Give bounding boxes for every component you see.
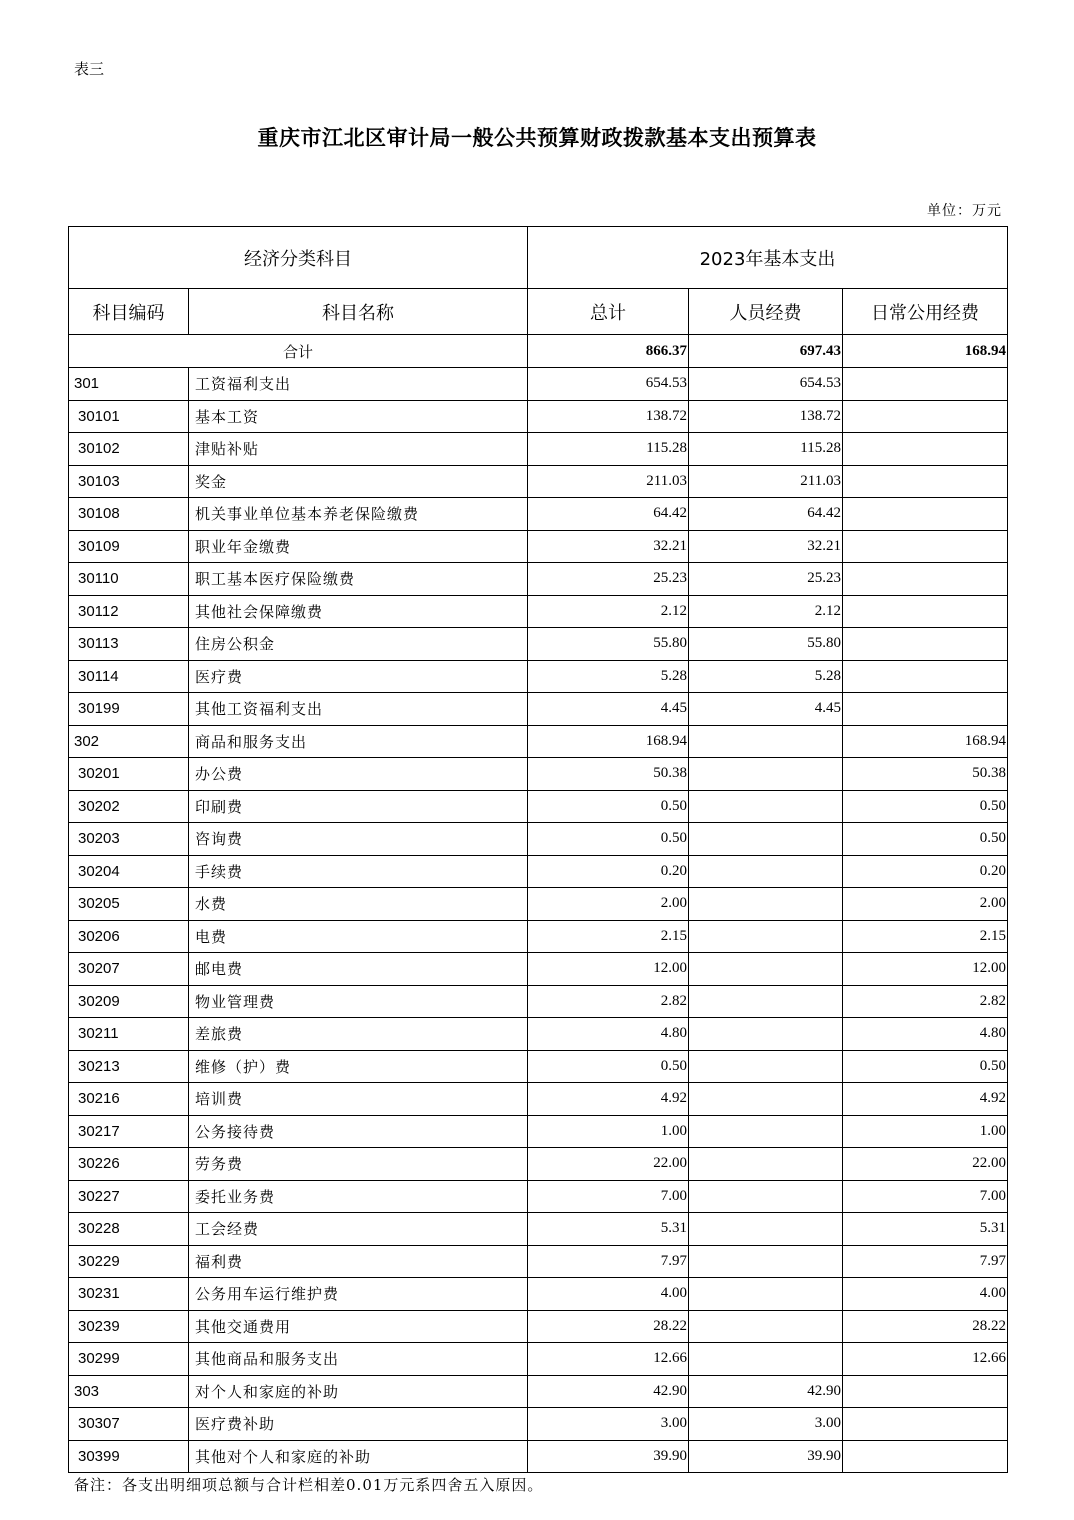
unit-label: 单位：万元 bbox=[927, 203, 1002, 219]
budget-table bbox=[68, 226, 1008, 1473]
row-code: 30108 bbox=[69, 498, 189, 531]
row-name: 培训费 bbox=[189, 1083, 528, 1116]
table-row bbox=[69, 433, 1008, 466]
row-total: 42.90 bbox=[528, 1375, 689, 1408]
row-daily-public: 12.66 bbox=[843, 1343, 1008, 1376]
row-name: 工会经费 bbox=[189, 1213, 528, 1246]
row-personnel: 42.90 bbox=[689, 1375, 843, 1408]
row-personnel: 64.42 bbox=[689, 498, 843, 531]
row-daily-public: 4.92 bbox=[843, 1083, 1008, 1116]
table-row bbox=[69, 400, 1008, 433]
row-code: 30299 bbox=[69, 1343, 189, 1376]
row-name: 工资福利支出 bbox=[189, 368, 528, 401]
table-row bbox=[69, 725, 1008, 758]
table-row bbox=[69, 790, 1008, 823]
row-personnel bbox=[689, 920, 843, 953]
row-total: 39.90 bbox=[528, 1440, 689, 1473]
header-economic-category: 经济分类科目 bbox=[69, 227, 528, 289]
row-personnel: 32.21 bbox=[689, 530, 843, 563]
row-name: 维修（护）费 bbox=[189, 1050, 528, 1083]
row-total: 12.00 bbox=[528, 953, 689, 986]
row-code: 30213 bbox=[69, 1050, 189, 1083]
row-code: 30209 bbox=[69, 985, 189, 1018]
header-basic-expenditure: 2023年基本支出 bbox=[528, 227, 1008, 289]
row-personnel bbox=[689, 1245, 843, 1278]
row-personnel bbox=[689, 1343, 843, 1376]
row-code: 30216 bbox=[69, 1083, 189, 1116]
row-name: 印刷费 bbox=[189, 790, 528, 823]
row-code: 30239 bbox=[69, 1310, 189, 1343]
row-code: 30207 bbox=[69, 953, 189, 986]
table-row bbox=[69, 985, 1008, 1018]
row-personnel bbox=[689, 1115, 843, 1148]
table-row bbox=[69, 563, 1008, 596]
table-row bbox=[69, 1180, 1008, 1213]
row-total: 7.00 bbox=[528, 1180, 689, 1213]
row-daily-public bbox=[843, 368, 1008, 401]
row-code: 30307 bbox=[69, 1408, 189, 1441]
row-total: 50.38 bbox=[528, 758, 689, 791]
row-code: 30114 bbox=[69, 660, 189, 693]
table-row bbox=[69, 920, 1008, 953]
table-row bbox=[69, 1343, 1008, 1376]
row-code: 30227 bbox=[69, 1180, 189, 1213]
row-code: 30109 bbox=[69, 530, 189, 563]
row-total: 654.53 bbox=[528, 368, 689, 401]
row-daily-public bbox=[843, 628, 1008, 661]
row-total: 168.94 bbox=[528, 725, 689, 758]
row-total: 32.21 bbox=[528, 530, 689, 563]
table-row bbox=[69, 1310, 1008, 1343]
row-total: 4.45 bbox=[528, 693, 689, 726]
row-total: 3.00 bbox=[528, 1408, 689, 1441]
row-daily-public bbox=[843, 530, 1008, 563]
row-total: 2.15 bbox=[528, 920, 689, 953]
table-row bbox=[69, 953, 1008, 986]
row-name: 咨询费 bbox=[189, 823, 528, 856]
row-name: 公务接待费 bbox=[189, 1115, 528, 1148]
row-name: 差旅费 bbox=[189, 1018, 528, 1051]
row-code: 30102 bbox=[69, 433, 189, 466]
table-row bbox=[69, 1018, 1008, 1051]
row-name: 奖金 bbox=[189, 465, 528, 498]
row-total: 138.72 bbox=[528, 400, 689, 433]
row-daily-public: 5.31 bbox=[843, 1213, 1008, 1246]
row-total: 0.50 bbox=[528, 823, 689, 856]
row-personnel bbox=[689, 888, 843, 921]
row-total: 7.97 bbox=[528, 1245, 689, 1278]
table-row bbox=[69, 823, 1008, 856]
row-daily-public: 1.00 bbox=[843, 1115, 1008, 1148]
row-total: 55.80 bbox=[528, 628, 689, 661]
row-personnel: 39.90 bbox=[689, 1440, 843, 1473]
row-total: 4.80 bbox=[528, 1018, 689, 1051]
row-name: 商品和服务支出 bbox=[189, 725, 528, 758]
row-personnel: 138.72 bbox=[689, 400, 843, 433]
table-row bbox=[69, 758, 1008, 791]
table-row bbox=[69, 368, 1008, 401]
row-daily-public: 4.00 bbox=[843, 1278, 1008, 1311]
row-code: 303 bbox=[69, 1375, 189, 1408]
row-daily-public: 50.38 bbox=[843, 758, 1008, 791]
header-total: 总计 bbox=[528, 289, 689, 335]
header-personnel: 人员经费 bbox=[689, 289, 843, 335]
row-name: 物业管理费 bbox=[189, 985, 528, 1018]
row-personnel bbox=[689, 1310, 843, 1343]
row-personnel: 2.12 bbox=[689, 595, 843, 628]
row-personnel bbox=[689, 985, 843, 1018]
row-daily-public bbox=[843, 465, 1008, 498]
row-code: 30110 bbox=[69, 563, 189, 596]
row-code: 30228 bbox=[69, 1213, 189, 1246]
row-personnel: 4.45 bbox=[689, 693, 843, 726]
row-code: 30203 bbox=[69, 823, 189, 856]
table-row bbox=[69, 1050, 1008, 1083]
table-row bbox=[69, 693, 1008, 726]
row-name: 医疗费补助 bbox=[189, 1408, 528, 1441]
table-row bbox=[69, 1115, 1008, 1148]
table-row bbox=[69, 888, 1008, 921]
table-row bbox=[69, 1278, 1008, 1311]
total-personnel: 697.43 bbox=[689, 335, 843, 368]
row-daily-public bbox=[843, 1408, 1008, 1441]
row-name: 其他交通费用 bbox=[189, 1310, 528, 1343]
row-total: 2.82 bbox=[528, 985, 689, 1018]
row-daily-public: 0.50 bbox=[843, 790, 1008, 823]
row-daily-public: 28.22 bbox=[843, 1310, 1008, 1343]
row-total: 0.50 bbox=[528, 1050, 689, 1083]
row-code: 30399 bbox=[69, 1440, 189, 1473]
row-personnel bbox=[689, 758, 843, 791]
row-daily-public: 0.20 bbox=[843, 855, 1008, 888]
row-name: 职业年金缴费 bbox=[189, 530, 528, 563]
row-total: 211.03 bbox=[528, 465, 689, 498]
row-total: 115.28 bbox=[528, 433, 689, 466]
row-name: 电费 bbox=[189, 920, 528, 953]
row-code: 301 bbox=[69, 368, 189, 401]
row-code: 30205 bbox=[69, 888, 189, 921]
row-personnel: 55.80 bbox=[689, 628, 843, 661]
row-daily-public bbox=[843, 693, 1008, 726]
table-row bbox=[69, 1408, 1008, 1441]
row-daily-public bbox=[843, 433, 1008, 466]
row-daily-public bbox=[843, 595, 1008, 628]
row-code: 30199 bbox=[69, 693, 189, 726]
row-daily-public: 2.15 bbox=[843, 920, 1008, 953]
row-name: 劳务费 bbox=[189, 1148, 528, 1181]
row-code: 30204 bbox=[69, 855, 189, 888]
table-row bbox=[69, 1245, 1008, 1278]
row-name: 其他工资福利支出 bbox=[189, 693, 528, 726]
row-daily-public: 12.00 bbox=[843, 953, 1008, 986]
row-name: 其他社会保障缴费 bbox=[189, 595, 528, 628]
row-total: 25.23 bbox=[528, 563, 689, 596]
row-daily-public: 0.50 bbox=[843, 823, 1008, 856]
row-personnel: 25.23 bbox=[689, 563, 843, 596]
row-total: 2.12 bbox=[528, 595, 689, 628]
row-name: 职工基本医疗保险缴费 bbox=[189, 563, 528, 596]
row-total: 5.28 bbox=[528, 660, 689, 693]
row-personnel bbox=[689, 823, 843, 856]
table-row bbox=[69, 1083, 1008, 1116]
row-total: 5.31 bbox=[528, 1213, 689, 1246]
row-name: 津贴补贴 bbox=[189, 433, 528, 466]
row-personnel bbox=[689, 1278, 843, 1311]
row-total: 4.92 bbox=[528, 1083, 689, 1116]
row-name: 其他对个人和家庭的补助 bbox=[189, 1440, 528, 1473]
row-code: 30101 bbox=[69, 400, 189, 433]
row-total: 0.20 bbox=[528, 855, 689, 888]
row-name: 手续费 bbox=[189, 855, 528, 888]
total-daily-public: 168.94 bbox=[843, 335, 1008, 368]
row-code: 30229 bbox=[69, 1245, 189, 1278]
row-name: 邮电费 bbox=[189, 953, 528, 986]
row-name: 对个人和家庭的补助 bbox=[189, 1375, 528, 1408]
table-row bbox=[69, 595, 1008, 628]
row-name: 医疗费 bbox=[189, 660, 528, 693]
table-row bbox=[69, 660, 1008, 693]
row-total: 64.42 bbox=[528, 498, 689, 531]
row-personnel bbox=[689, 790, 843, 823]
row-daily-public bbox=[843, 498, 1008, 531]
row-total: 4.00 bbox=[528, 1278, 689, 1311]
row-daily-public bbox=[843, 1440, 1008, 1473]
row-total: 22.00 bbox=[528, 1148, 689, 1181]
row-code: 30201 bbox=[69, 758, 189, 791]
row-personnel: 115.28 bbox=[689, 433, 843, 466]
table-row bbox=[69, 628, 1008, 661]
row-personnel bbox=[689, 1018, 843, 1051]
total-sum: 866.37 bbox=[528, 335, 689, 368]
footnote: 备注：各支出明细项总额与合计栏相差0.01万元系四舍五入原因。 bbox=[74, 1476, 544, 1494]
row-daily-public bbox=[843, 660, 1008, 693]
row-name: 委托业务费 bbox=[189, 1180, 528, 1213]
row-code: 30231 bbox=[69, 1278, 189, 1311]
row-code: 30103 bbox=[69, 465, 189, 498]
page-title: 重庆市江北区审计局一般公共预算财政拨款基本支出预算表 bbox=[257, 125, 817, 150]
row-personnel bbox=[689, 1050, 843, 1083]
row-personnel: 654.53 bbox=[689, 368, 843, 401]
header-code: 科目编码 bbox=[69, 289, 189, 335]
table-row bbox=[69, 1440, 1008, 1473]
table-row bbox=[69, 855, 1008, 888]
row-code: 30112 bbox=[69, 595, 189, 628]
row-personnel bbox=[689, 953, 843, 986]
row-total: 1.00 bbox=[528, 1115, 689, 1148]
row-name: 其他商品和服务支出 bbox=[189, 1343, 528, 1376]
row-daily-public: 7.00 bbox=[843, 1180, 1008, 1213]
row-code: 30202 bbox=[69, 790, 189, 823]
row-daily-public: 7.97 bbox=[843, 1245, 1008, 1278]
row-daily-public: 2.00 bbox=[843, 888, 1008, 921]
table-body bbox=[69, 335, 1008, 1473]
table-row bbox=[69, 530, 1008, 563]
row-personnel bbox=[689, 855, 843, 888]
row-daily-public: 0.50 bbox=[843, 1050, 1008, 1083]
row-name: 基本工资 bbox=[189, 400, 528, 433]
row-daily-public bbox=[843, 563, 1008, 596]
row-code: 30113 bbox=[69, 628, 189, 661]
row-personnel bbox=[689, 725, 843, 758]
table-label: 表三 bbox=[74, 60, 105, 78]
row-code: 30206 bbox=[69, 920, 189, 953]
table-row bbox=[69, 1375, 1008, 1408]
header-name: 科目名称 bbox=[189, 289, 528, 335]
row-personnel: 3.00 bbox=[689, 1408, 843, 1441]
header-daily-public: 日常公用经费 bbox=[843, 289, 1008, 335]
row-personnel bbox=[689, 1213, 843, 1246]
row-name: 公务用车运行维护费 bbox=[189, 1278, 528, 1311]
row-name: 机关事业单位基本养老保险缴费 bbox=[189, 498, 528, 531]
row-personnel bbox=[689, 1148, 843, 1181]
row-daily-public: 2.82 bbox=[843, 985, 1008, 1018]
table-row bbox=[69, 498, 1008, 531]
row-code: 302 bbox=[69, 725, 189, 758]
row-daily-public bbox=[843, 1375, 1008, 1408]
row-daily-public: 4.80 bbox=[843, 1018, 1008, 1051]
row-name: 办公费 bbox=[189, 758, 528, 791]
total-row bbox=[69, 335, 1008, 368]
row-personnel: 211.03 bbox=[689, 465, 843, 498]
row-name: 福利费 bbox=[189, 1245, 528, 1278]
row-total: 28.22 bbox=[528, 1310, 689, 1343]
row-personnel bbox=[689, 1180, 843, 1213]
row-code: 30217 bbox=[69, 1115, 189, 1148]
total-label: 合计 bbox=[69, 335, 528, 368]
row-daily-public: 22.00 bbox=[843, 1148, 1008, 1181]
table-row bbox=[69, 1148, 1008, 1181]
table-row bbox=[69, 1213, 1008, 1246]
row-name: 住房公积金 bbox=[189, 628, 528, 661]
row-code: 30211 bbox=[69, 1018, 189, 1051]
row-code: 30226 bbox=[69, 1148, 189, 1181]
row-name: 水费 bbox=[189, 888, 528, 921]
row-daily-public bbox=[843, 400, 1008, 433]
row-total: 2.00 bbox=[528, 888, 689, 921]
row-total: 12.66 bbox=[528, 1343, 689, 1376]
row-personnel bbox=[689, 1083, 843, 1116]
table-row bbox=[69, 465, 1008, 498]
row-total: 0.50 bbox=[528, 790, 689, 823]
row-personnel: 5.28 bbox=[689, 660, 843, 693]
row-daily-public: 168.94 bbox=[843, 725, 1008, 758]
